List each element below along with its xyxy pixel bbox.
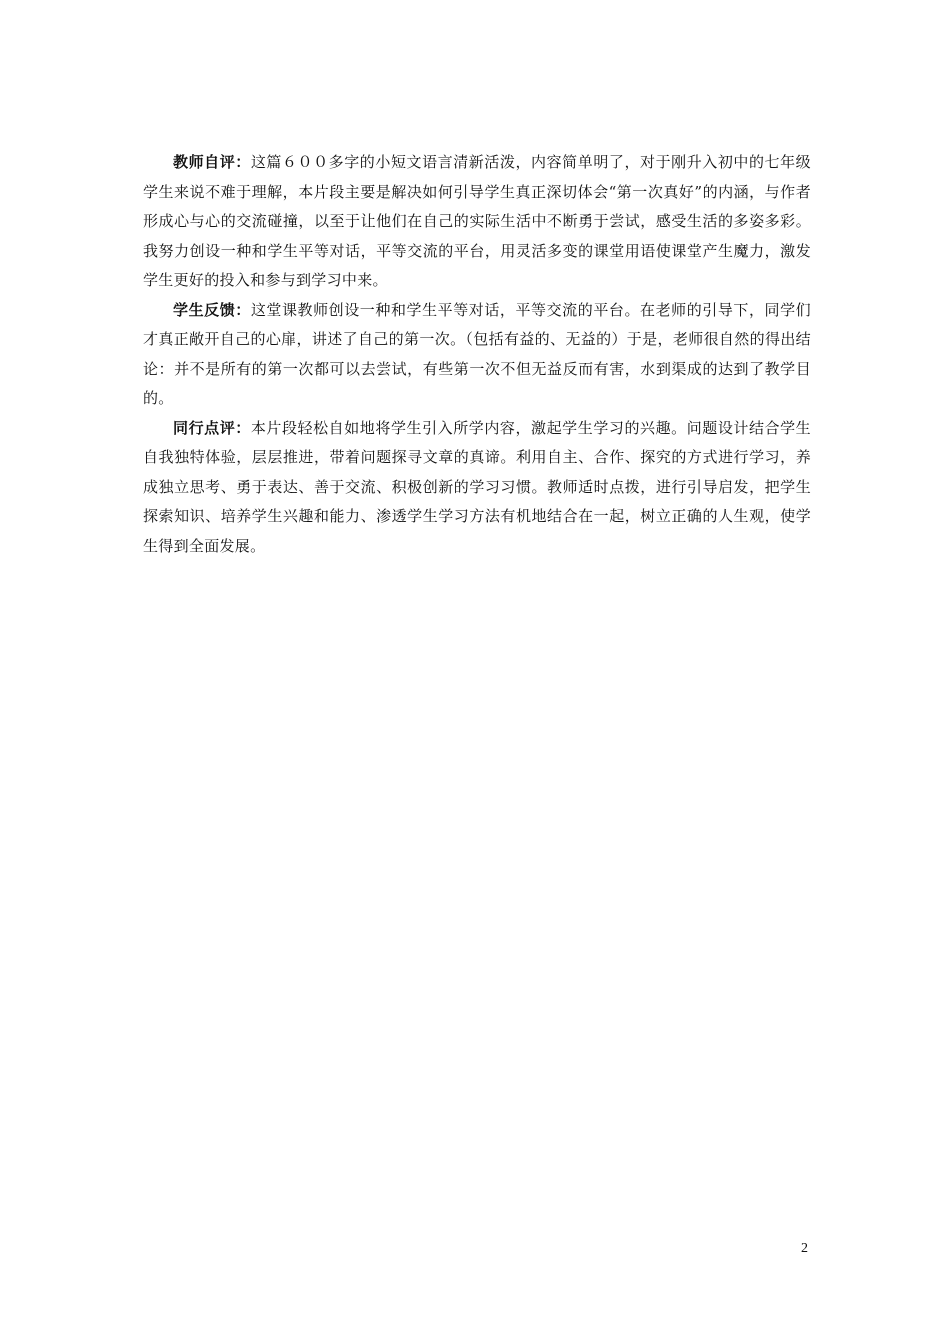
paragraph-text: 本片段轻松自如地将学生引入所学内容，激起学生学习的兴趣。问题设计结合学生自我独特体验，层层推进，带着问题探寻文章的真谛。利用自主、合作、探究的方式进行学习，养成独立思考、勇于表达、善于交流、积极创新的学习习惯。教师适时点拨，进行引导启发，把学生探索知识、培养学生兴趣和能力、渗透学生学习方法有机地结合在一起，树立正确的人生观，使学生得到全面发展。 — [143, 418, 811, 555]
paragraph-label: 教师自评： — [173, 153, 251, 171]
paragraph-text: 这堂课教师创设一种和学生平等对话，平等交流的平台。在老师的引导下，同学们才真正敞开自己的心扉，讲述了自己的第一次。（包括有益的、无益的）于是，老师很自然的得出结论：并不是所有的第一次都可以去尝试，有些第一次不但无益反而有害，水到渠成的达到了教学目的。 — [143, 300, 811, 407]
page-body — [143, 148, 811, 561]
paragraph-label: 学生反馈： — [173, 300, 251, 319]
page-number: 2 — [801, 1241, 808, 1256]
paragraph-text: 这篇６００多字的小短文语言清新活泼，内容简单明了，对于刚升入初中的七年级学生来说不难于理解，本片段主要是解决如何引导学生真正深切体会“第一次真好”的内涵，与作者形成心与心的交流碰撞，以至于让他们在自己的实际生活中不断勇于尝试，感受生活的多姿多彩。我努力创设一种和学生平等对话，平等交流的平台，用灵活多变的课堂用语使课堂产生魔力，激发学生更好的投入和参与到学习中来。 — [143, 153, 811, 289]
paragraph-student-feedback — [143, 296, 811, 414]
paragraph-peer-review — [143, 414, 811, 562]
paragraph-teacher-self-review — [143, 148, 811, 296]
paragraph-label: 同行点评： — [173, 418, 251, 437]
